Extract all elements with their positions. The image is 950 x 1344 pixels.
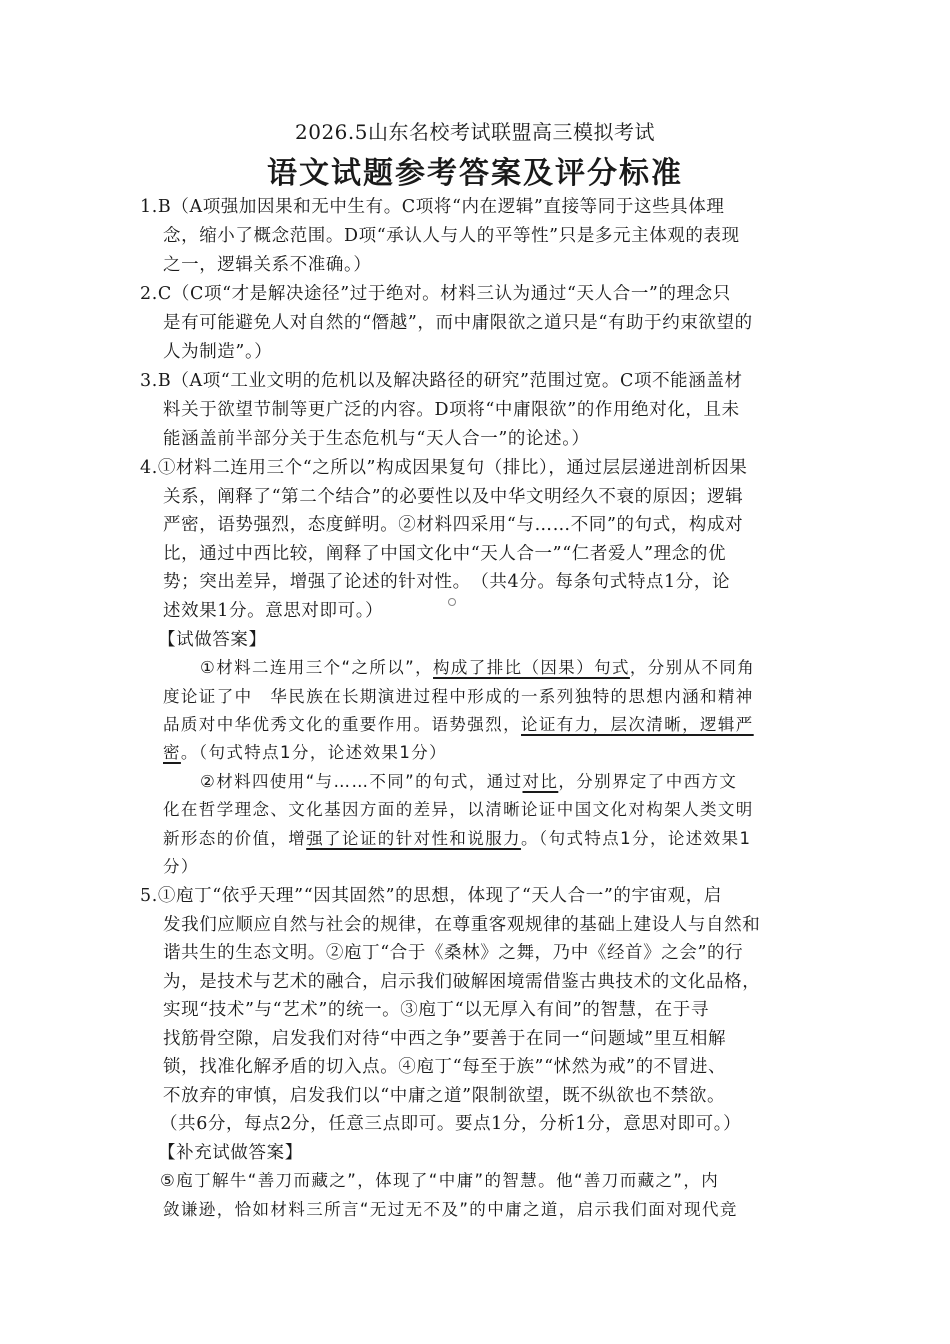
answer-q5-line-5: 实现“技术”与“艺术”的统一。③庖丁“以无厚入有间”的智慧，在于寻	[163, 1000, 709, 1020]
answer-q4-line-2: 关系，阐释了“第二个结合”的必要性以及中华文明经久不衰的原因；逻辑	[163, 487, 744, 507]
trial-answer-1-line-2: 度论证了中 华民族在长期演进过程中形成的一系列独特的思想内涵和精神	[163, 687, 754, 706]
answer-q5-line-2: 发我们应顺应自然与社会的规律，在尊重客观规律的基础上建设人与自然和	[163, 915, 761, 935]
answer-q3-line-2: 料关于欲望节制等更广泛的内容。D项将“中庸限欲”的作用绝对化，且未	[163, 400, 740, 420]
answer-q1-line-1: 1.B（A项强加因果和无中生有。C项将“内在逻辑”直接等同于这些具体理	[140, 197, 725, 217]
answer-q2-line-2: 是有可能避免人对自然的“僭越”，而中庸限欲之道只是“有助于约束欲望的	[163, 313, 753, 333]
answer-q5-line-7: 锁，找准化解矛盾的切入点。④庖丁“每至于族”“怵然为戒”的不冒进、	[163, 1057, 727, 1077]
answer-q4-line-3: 严密，语势强烈，态度鲜明。②材料四采用“与……不同”的句式，构成对	[163, 515, 744, 535]
supplementary-answer-heading: 【补充试做答案】	[158, 1143, 303, 1163]
answer-q5-line-6: 找筋骨空隙，启发我们对待“中西之争”要善于在同一“问题域”里互相解	[163, 1029, 727, 1049]
answer-q4-line-6: 述效果1分。意思对即可。）	[163, 601, 384, 621]
answer-q3-line-3: 能涵盖前半部分关于生态危机与“天人合一”的论述。）	[163, 429, 590, 449]
trial-answer-1-line-1: ①材料二连用三个“之所以”，构成了排比（因果）句式，分别从不同角	[200, 658, 756, 677]
answer-q1-line-2: 念，缩小了概念范围。D项“承认人与人的平等性”只是多元主体观的表现	[163, 226, 740, 246]
answer-q5-line-3: 谐共生的生态文明。②庖丁“合于《桑林》之舞，乃中《经首》之会”的行	[163, 943, 744, 963]
answer-q1-line-3: 之一，逻辑关系不准确。）	[163, 255, 372, 275]
trial-answer-2-line-2: 化在哲学理念、文化基因方面的差异，以清晰论证中国文化对构架人类文明	[163, 800, 754, 819]
exam-subtitle: 2026.5山东名校考试联盟高三模拟考试	[295, 120, 655, 144]
answer-q5-line-1: 5.①庖丁“依乎天理”“因其固然”的思想，体现了“天人合一”的宇宙观，启	[140, 886, 722, 906]
answer-q2-line-1: 2.C（C项“才是解决途径”过于绝对。材料三认为通过“天人合一”的理念只	[140, 284, 731, 304]
answer-q4-line-4: 比，通过中西比较，阐释了中国文化中“天人合一”“仁者爱人”理念的优	[163, 544, 727, 564]
trial-answer-2-line-3: 新形态的价值，增强了论证的针对性和说服力。（句式特点1分，论述效果1	[163, 829, 752, 848]
answer-q5-scoring: （共6分，每点2分，任意三点即可。要点1分，分析1分，意思对即可。）	[160, 1114, 742, 1134]
answer-q3-line-1: 3.B（A项“工业文明的危机以及解决路径的研究”范围过宽。C项不能涵盖材	[140, 371, 743, 391]
answer-q5-line-8: 不放弃的审慎，启发我们以“中庸之道”限制欲望，既不纵欲也不禁欲。	[163, 1086, 726, 1106]
answer-q2-line-3: 人为制造”。）	[163, 342, 273, 362]
supplementary-answer-line-1: ⑤庖丁解牛“善刀而藏之”，体现了“中庸”的智慧。他“善刀而藏之”，内	[160, 1171, 720, 1190]
trial-answer-heading: 【试做答案】	[158, 630, 267, 650]
answer-q5-line-4: 为，是技术与艺术的融合，启示我们破解困境需借鉴古典技术的文化品格，	[163, 972, 761, 992]
trial-answer-2-line-4: 分）	[163, 857, 199, 876]
answer-q4-line-5: 势；突出差异，增强了论述的针对性。 （共4分。每条句式特点1分，论	[163, 572, 731, 592]
trial-answer-2-line-1: ②材料四使用“与……不同”的句式，通过对比，分别界定了中西方文	[200, 772, 738, 791]
trial-answer-1-line-3: 品质对中华优秀文化的重要作用。语势强烈，论证有力，层次清晰，逻辑严	[163, 715, 754, 734]
supplementary-answer-line-2: 敛谦逊，恰如材料三所言“无过无不及”的中庸之道，启示我们面对现代竞	[163, 1200, 738, 1219]
answer-q4-line-1: 4.①材料二连用三个“之所以”构成因果复句（排比），通过层层递进剖析因果	[140, 458, 748, 478]
trial-answer-1-line-4: 密。（句式特点1分，论述效果1分）	[163, 743, 448, 762]
stray-dot-mark	[448, 598, 456, 606]
page-title: 语文试题参考答案及评分标准	[267, 156, 683, 191]
